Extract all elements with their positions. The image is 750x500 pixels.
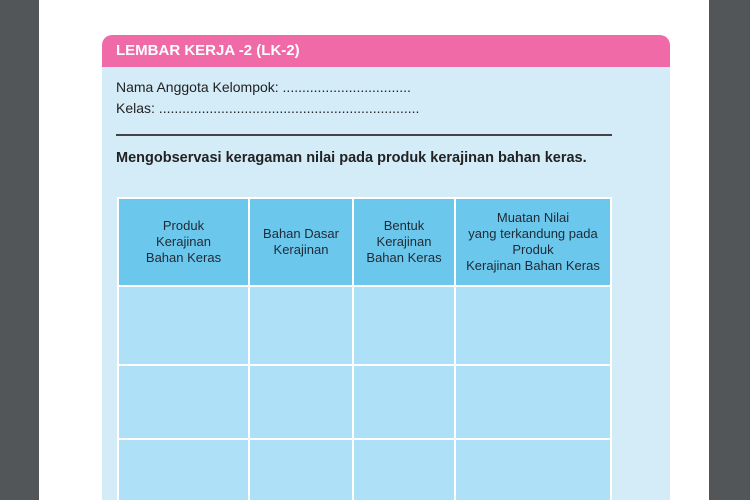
table-cell [353, 439, 455, 500]
table-cell [118, 439, 249, 500]
instruction-text: Mengobservasi keragaman nilai pada produk kerajinan bahan keras. [116, 150, 587, 166]
group-members-field: Nama Anggota Kelompok: ................................. [116, 79, 411, 95]
class-field: Kelas: ................................................................... [116, 100, 420, 116]
header-bahan-dasar: Bahan Dasar Kerajinan [249, 198, 353, 286]
table-cell [249, 365, 353, 439]
table-cell [455, 439, 611, 500]
header-bentuk-kerajinan: Bentuk Kerajinan Bahan Keras [353, 198, 455, 286]
observation-table [117, 197, 612, 500]
document-page [39, 0, 709, 500]
worksheet-panel [102, 35, 670, 500]
table-cell [249, 439, 353, 500]
divider [116, 134, 612, 136]
table-cell [249, 286, 353, 365]
table-header-row [118, 198, 611, 286]
table-row [118, 286, 611, 365]
table-row [118, 439, 611, 500]
table-cell [455, 365, 611, 439]
header-produk-kerajinan: Produk Kerajinan Bahan Keras [118, 198, 249, 286]
worksheet-title: LEMBAR KERJA -2 (LK-2) [102, 35, 670, 67]
table-row [118, 365, 611, 439]
table-cell [455, 286, 611, 365]
table-cell [118, 286, 249, 365]
table-cell [353, 365, 455, 439]
table-cell [353, 286, 455, 365]
table-cell [118, 365, 249, 439]
header-muatan-nilai: Muatan Nilai yang terkandung pada Produk Kerajinan Bahan Keras [455, 198, 611, 286]
